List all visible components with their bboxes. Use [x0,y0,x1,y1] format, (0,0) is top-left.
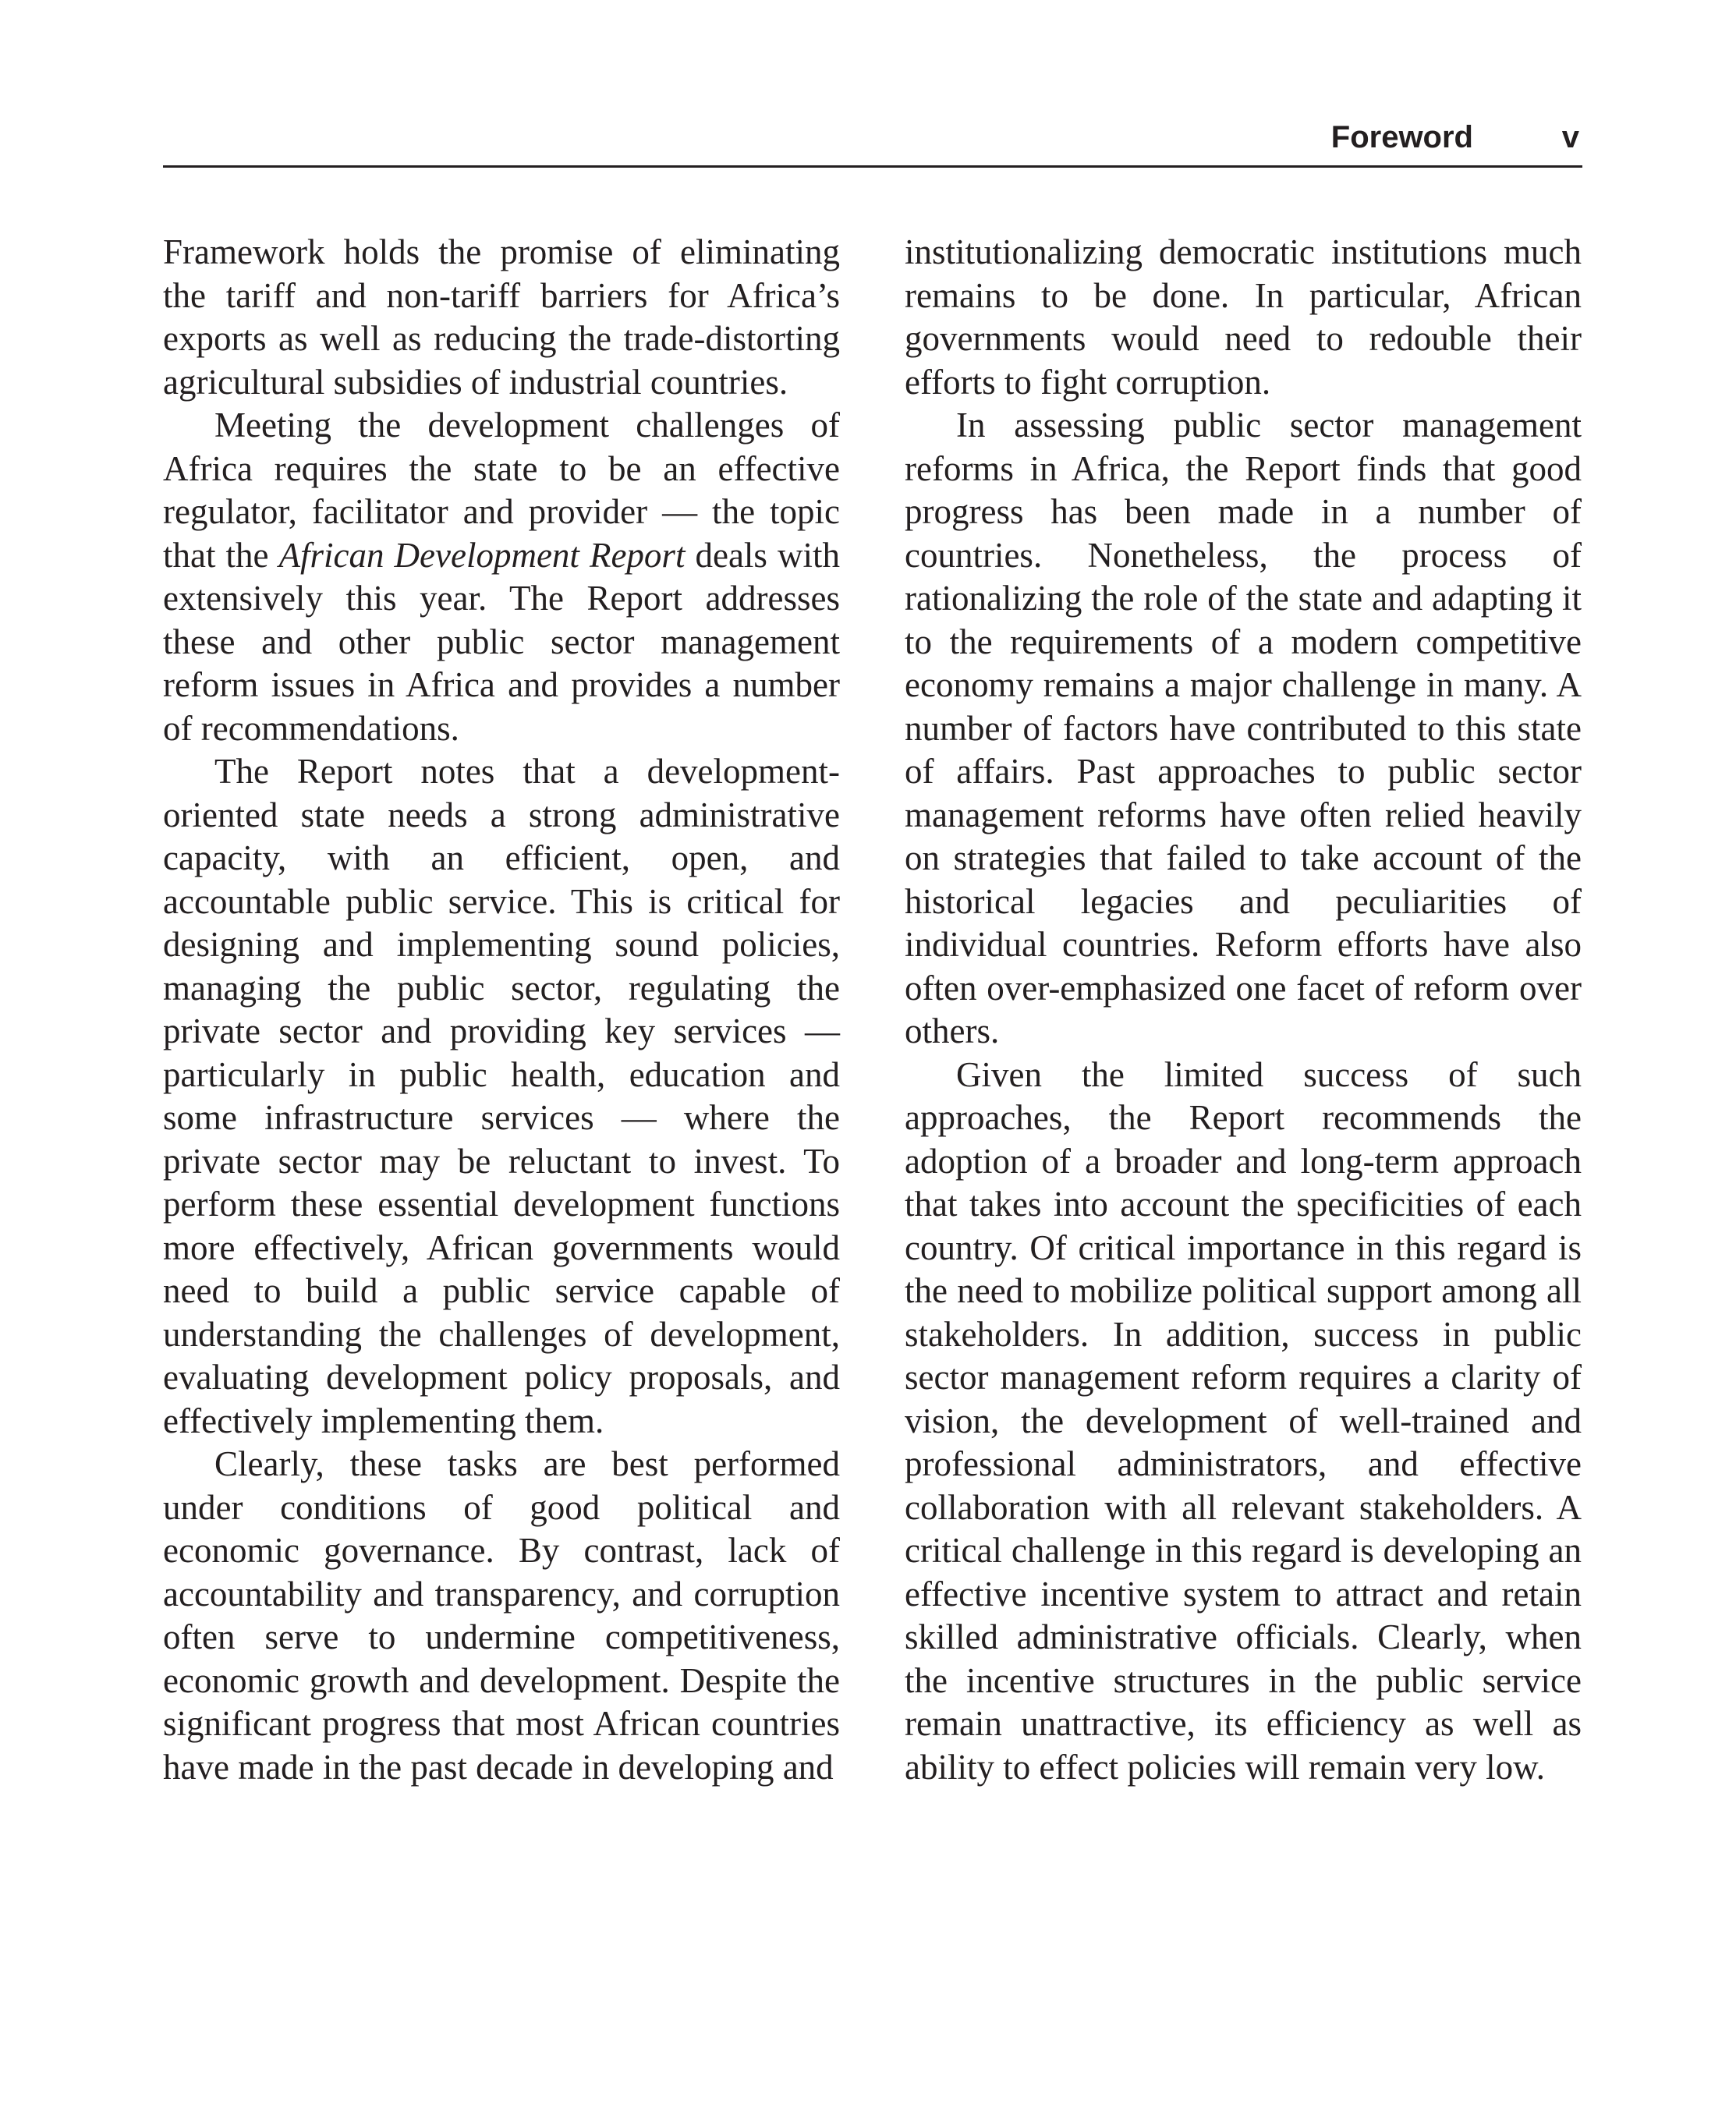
page-number: v [1561,120,1579,154]
running-head [163,114,1582,161]
paragraph-governance: Clearly, these tasks are best performed under conditions of good political and economic governance. By contrast, lack of accountability and transparency, and corruption often serve to undermine competitiveness, economic growth and development. Despite the significant progress that most African countries have made in the past decade in developing and [163,1444,840,1787]
paragraph-reform-assessment: In assessing public sector management reforms in Africa, the Report finds that good progress has been made in a number of countries. Nonetheless, the process of rationalizing the role of the state and adapting it to the requirements of a modern competitive economy remains a major challenge in many. A number of factors have contributed to this state of affairs. Past approaches to public sector management reforms have often relied heavily on strategies that failed to take account of the historical legacies and peculiarities of individual countries. Reform efforts have also often over-emphasized one facet of reform over others. [905,406,1582,1050]
paragraph-administrative-capacity: The Report notes that a development-oriented state needs a strong administrative capacity, with an efficient, open, and accountable public service. This is critical for designing and implementing sound policies, managing the public sector, regulating the private sector and providing key services — particularly in public health, education and some infrastructure services — where the private sector may be reluctant to invest. To perform these essential development functions more effectively, African governments would need to build a public service capable of understanding the challenges of development, evaluating development policy proposals, and effectively implementing them. [163,752,840,1440]
right-column [905,231,1582,1789]
paragraph-text: deals with extensively this year. The Report addresses these and other public sector management reform issues in Africa and provides a number of recommendations. [163,535,840,748]
paragraph-continuation: institutionalizing democratic institutions much remains to be done. In particular, African governments would need to redouble their efforts to fight corruption. [905,232,1582,402]
paragraph-text: Meeting the development challenges of Africa requires the state to be an effective regulator, facilitator and provider — the topic that the [163,406,840,575]
section-title: Foreword [1330,120,1473,154]
report-title: African Development Report [278,535,686,575]
left-column [163,231,840,1789]
paragraph-recommendations: Given the limited success of such approaches, the Report recommends the adoption of a broader and long-term approach that takes into account the specificities of each country. Of critical importance in this regard is the need to mobilize political support among all stakeholders. In addition, success in public sector management reform requires a clarity of vision, the development of well-trained and professional administrators, and effective collaboration with all relevant stakeholders. A critical challenge in this regard is developing an effective incentive system to attract and retain skilled administrative officials. Clearly, when the incentive structures in the public service remain unattractive, its efficiency as well as ability to effect policies will remain very low. [905,1054,1582,1787]
paragraph-continuation: Framework holds the promise of eliminating the tariff and non-tariff barriers for Africa’s exports as well as reducing the trade-distorting agricultural subsidies of industrial countries. [163,232,840,402]
paragraph-development-challenges [163,404,840,750]
header-rule [163,165,1582,168]
